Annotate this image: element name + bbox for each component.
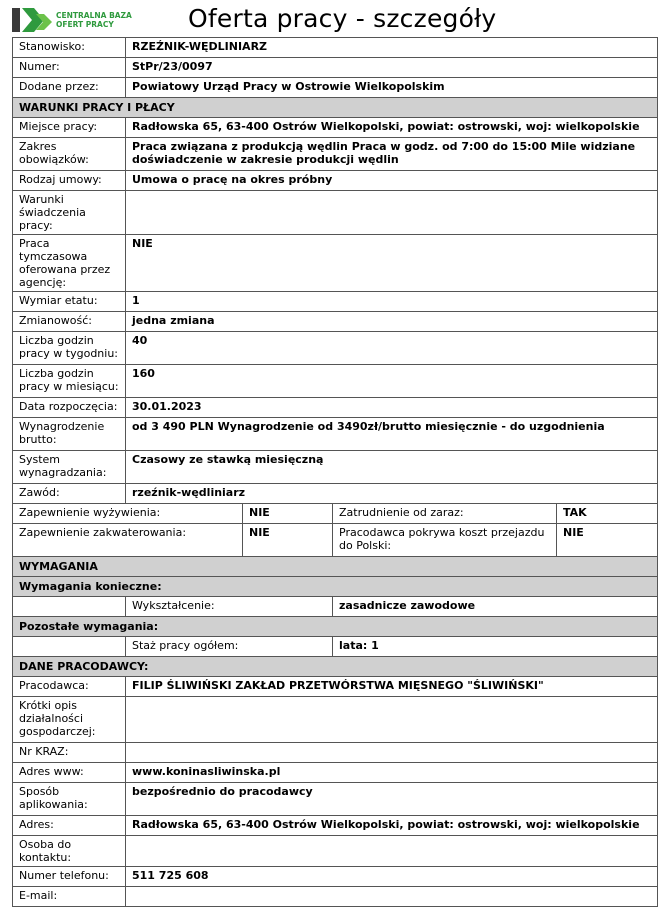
detail-row — [13, 58, 658, 78]
spacer-cell — [13, 637, 126, 657]
page-header — [0, 0, 660, 38]
logo-text — [56, 12, 132, 29]
detail-row — [13, 816, 658, 836]
detail-row — [13, 332, 658, 365]
field-value: Praca związana z produkcją wędlin Praca w godz. od 7:00 do 15:00 Mile widziane doświadczenie w zakresie produkcji wędlin — [126, 138, 658, 171]
detail-row — [13, 867, 658, 887]
detail-row — [13, 451, 658, 484]
field-value: rzeźnik-wędliniarz — [126, 484, 658, 504]
requirement-label: Staż pracy ogółem: — [126, 637, 333, 657]
section-konieczne-title: Wymagania konieczne: — [13, 577, 658, 597]
field-label: E-mail: — [13, 887, 126, 907]
requirement-row — [13, 637, 658, 657]
section-pracodawca — [13, 657, 658, 677]
field-value: bezpośrednio do pracodawcy — [126, 783, 658, 816]
field-label: System wynagradzania: — [13, 451, 126, 484]
detail-row — [13, 783, 658, 816]
field-label: Stanowisko: — [13, 38, 126, 58]
field-label: Adres www: — [13, 763, 126, 783]
detail-row — [13, 763, 658, 783]
detail-row — [13, 38, 658, 58]
field-value: NIE — [243, 524, 333, 557]
field-label: Zawód: — [13, 484, 126, 504]
field-value: 1 — [126, 292, 658, 312]
section-pozostale — [13, 617, 658, 637]
field-label: Zapewnienie wyżywienia: — [13, 504, 243, 524]
field-value: Czasowy ze stawką miesięczną — [126, 451, 658, 484]
field-value — [126, 743, 658, 763]
logo-line1: CENTRALNA BAZA — [56, 11, 132, 20]
field-label: Zapewnienie zakwaterowania: — [13, 524, 243, 557]
logo-line2: OFERT PRACY — [56, 19, 114, 29]
field-value — [126, 191, 658, 235]
field-value: StPr/23/0097 — [126, 58, 658, 78]
field-label: Zakres obowiązków: — [13, 138, 126, 171]
field-value: NIE — [557, 524, 658, 557]
requirement-row — [13, 597, 658, 617]
section-konieczne — [13, 577, 658, 597]
field-value: NIE — [126, 235, 658, 292]
field-label: Adres: — [13, 816, 126, 836]
field-value: Powiatowy Urząd Pracy w Ostrowie Wielkopolskim — [126, 78, 658, 98]
detail-row — [13, 398, 658, 418]
field-label: Sposób aplikowania: — [13, 783, 126, 816]
detail-row — [13, 78, 658, 98]
requirement-value: zasadnicze zawodowe — [333, 597, 658, 617]
logo-arrows-icon — [12, 6, 56, 34]
field-value — [126, 887, 658, 907]
field-value: Radłowska 65, 63-400 Ostrów Wielkopolski, powiat: ostrowski, woj: wielkopolskie — [126, 118, 658, 138]
field-label: Zatrudnienie od zaraz: — [333, 504, 557, 524]
field-label: Nr KRAZ: — [13, 743, 126, 763]
field-label: Liczba godzin pracy w miesiącu: — [13, 365, 126, 398]
section-wymagania-title: WYMAGANIA — [13, 557, 658, 577]
section-warunki-title: WARUNKI PRACY I PŁACY — [13, 98, 658, 118]
field-value: Umowa o pracę na okres próbny — [126, 171, 658, 191]
section-pozostale-title: Pozostałe wymagania: — [13, 617, 658, 637]
requirement-value: lata: 1 — [333, 637, 658, 657]
detail-row — [13, 697, 658, 743]
field-value — [126, 836, 658, 867]
field-label: Dodane przez: — [13, 78, 126, 98]
detail-row — [13, 836, 658, 867]
field-label: Miejsce pracy: — [13, 118, 126, 138]
field-label: Warunki świadczenia pracy: — [13, 191, 126, 235]
detail-row — [13, 171, 658, 191]
detail-row — [13, 292, 658, 312]
detail-row — [13, 138, 658, 171]
field-label: Pracodawca: — [13, 677, 126, 697]
detail-row — [13, 118, 658, 138]
field-value: Radłowska 65, 63-400 Ostrów Wielkopolski, powiat: ostrowski, woj: wielkopolskie — [126, 816, 658, 836]
detail-row — [13, 484, 658, 504]
page-title: Oferta pracy - szczegóły — [188, 4, 497, 33]
extra-row — [13, 504, 658, 524]
detail-row — [13, 887, 658, 907]
field-label: Wynagrodzenie brutto: — [13, 418, 126, 451]
field-label: Zmianowość: — [13, 312, 126, 332]
field-value: www.koninasliwinska.pl — [126, 763, 658, 783]
field-label: Numer telefonu: — [13, 867, 126, 887]
field-label: Liczba godzin pracy w tygodniu: — [13, 332, 126, 365]
field-value: NIE — [243, 504, 333, 524]
field-label: Rodzaj umowy: — [13, 171, 126, 191]
field-value — [126, 697, 658, 743]
field-value: jedna zmiana — [126, 312, 658, 332]
field-label: Krótki opis działalności gospodarczej: — [13, 697, 126, 743]
field-label: Wymiar etatu: — [13, 292, 126, 312]
field-label: Praca tymczasowa oferowana przez agencję: — [13, 235, 126, 292]
field-value: 40 — [126, 332, 658, 365]
field-label: Data rozpoczęcia: — [13, 398, 126, 418]
offer-details-body — [13, 38, 658, 907]
field-value: 30.01.2023 — [126, 398, 658, 418]
section-wymagania — [13, 557, 658, 577]
detail-row — [13, 191, 658, 235]
field-label: Osoba do kontaktu: — [13, 836, 126, 867]
offer-details-table — [12, 37, 658, 907]
field-label: Numer: — [13, 58, 126, 78]
detail-row — [13, 312, 658, 332]
field-label: Pracodawca pokrywa koszt przejazdu do Polski: — [333, 524, 557, 557]
field-value: FILIP ŚLIWIŃSKI ZAKŁAD PRZETWÓRSTWA MIĘSNEGO "ŚLIWIŃSKI" — [126, 677, 658, 697]
field-value: 511 725 608 — [126, 867, 658, 887]
field-value: RZEŹNIK-WĘDLINIARZ — [126, 38, 658, 58]
section-pracodawca-title: DANE PRACODAWCY: — [13, 657, 658, 677]
section-warunki — [13, 98, 658, 118]
spacer-cell — [13, 597, 126, 617]
requirement-label: Wykształcenie: — [126, 597, 333, 617]
detail-row — [13, 235, 658, 292]
detail-row — [13, 743, 658, 763]
field-value: TAK — [557, 504, 658, 524]
field-value: od 3 490 PLN Wynagrodzenie od 3490zł/brutto miesięcznie - do uzgodnienia — [126, 418, 658, 451]
logo — [12, 6, 142, 34]
field-value: 160 — [126, 365, 658, 398]
detail-row — [13, 677, 658, 697]
detail-row — [13, 365, 658, 398]
extra-row — [13, 524, 658, 557]
detail-row — [13, 418, 658, 451]
